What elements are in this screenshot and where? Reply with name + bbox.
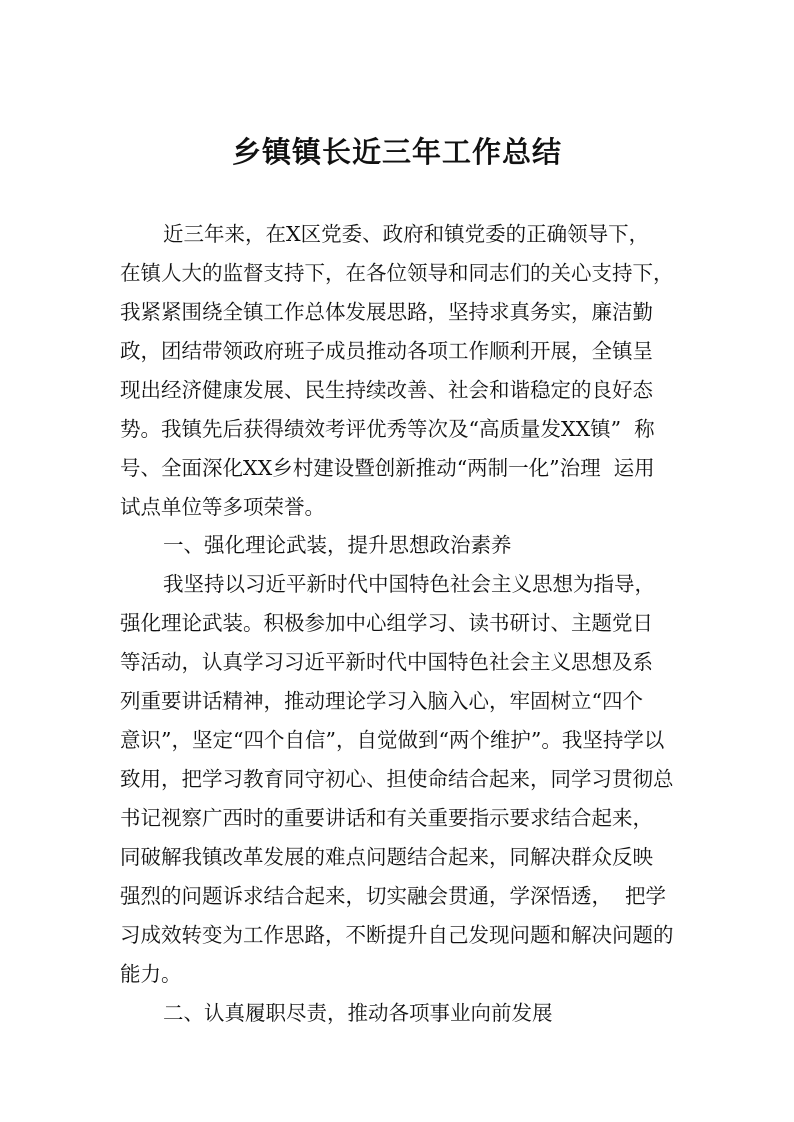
paragraph-line: 致用，把学习教育同守初心、担使命结合起来，同学习贯彻总 [120,767,674,791]
paragraph-line: 习成效转变为工作思路，不断提升自己发现问题和解决问题的 [120,923,674,947]
paragraph-line: 强化理论武装。积极参加中心组学习、读书研讨、主题党日 [120,611,653,635]
paragraph-line: 政，团结带领政府班子成员推动各项工作顺利开展，全镇呈 [120,339,653,363]
section-heading: 一、强化理论武装，提升思想政治素养 [163,533,512,557]
paragraph-line: 等活动，认真学习习近平新时代中国特色社会主义思想及系 [120,650,653,674]
paragraph-line: 现出经济健康发展、民生持续改善、社会和谐稳定的良好态 [120,378,653,402]
paragraph-line: 试点单位等多项荣誉。 [120,495,325,519]
paragraph-line: 号、全面深化XX乡村建设暨创新推动“两制一化”治理 运用 [120,456,655,480]
paragraph-line: 势。我镇先后获得绩效考评优秀等次及“高质量发XX镇” 称 [120,417,655,441]
paragraph-line: 在镇人大的监督支持下，在各位领导和同志们的关心支持下， [120,261,674,285]
paragraph-line: 意识”，坚定“四个自信”，自觉做到“两个维护”。我坚持学以 [120,728,665,752]
paragraph-line: 近三年来，在X区党委、政府和镇党委的正确领导下， [163,222,650,246]
section-heading: 二、认真履职尽责，推动各项事业向前发展 [163,1001,553,1025]
document-title: 乡镇镇长近三年工作总结 [231,135,562,169]
paragraph-line: 同破解我镇改革发展的难点问题结合起来，同解决群众反映 [120,845,653,869]
paragraph-line: 强烈的问题诉求结合起来，切实融会贯通，学深悟透， 把学 [120,884,667,908]
paragraph-line: 我紧紧围绕全镇工作总体发展思路，坚持求真务实，廉洁勤 [120,300,653,324]
paragraph-line: 我坚持以习近平新时代中国特色社会主义思想为指导， [163,572,655,596]
paragraph-line: 书记视察广西时的重要讲话和有关重要指示要求结合起来， [120,806,653,830]
paragraph-line: 列重要讲话精神，推动理论学习入脑入心，牢固树立“四个 [120,689,643,713]
paragraph-line: 能力。 [120,962,182,986]
